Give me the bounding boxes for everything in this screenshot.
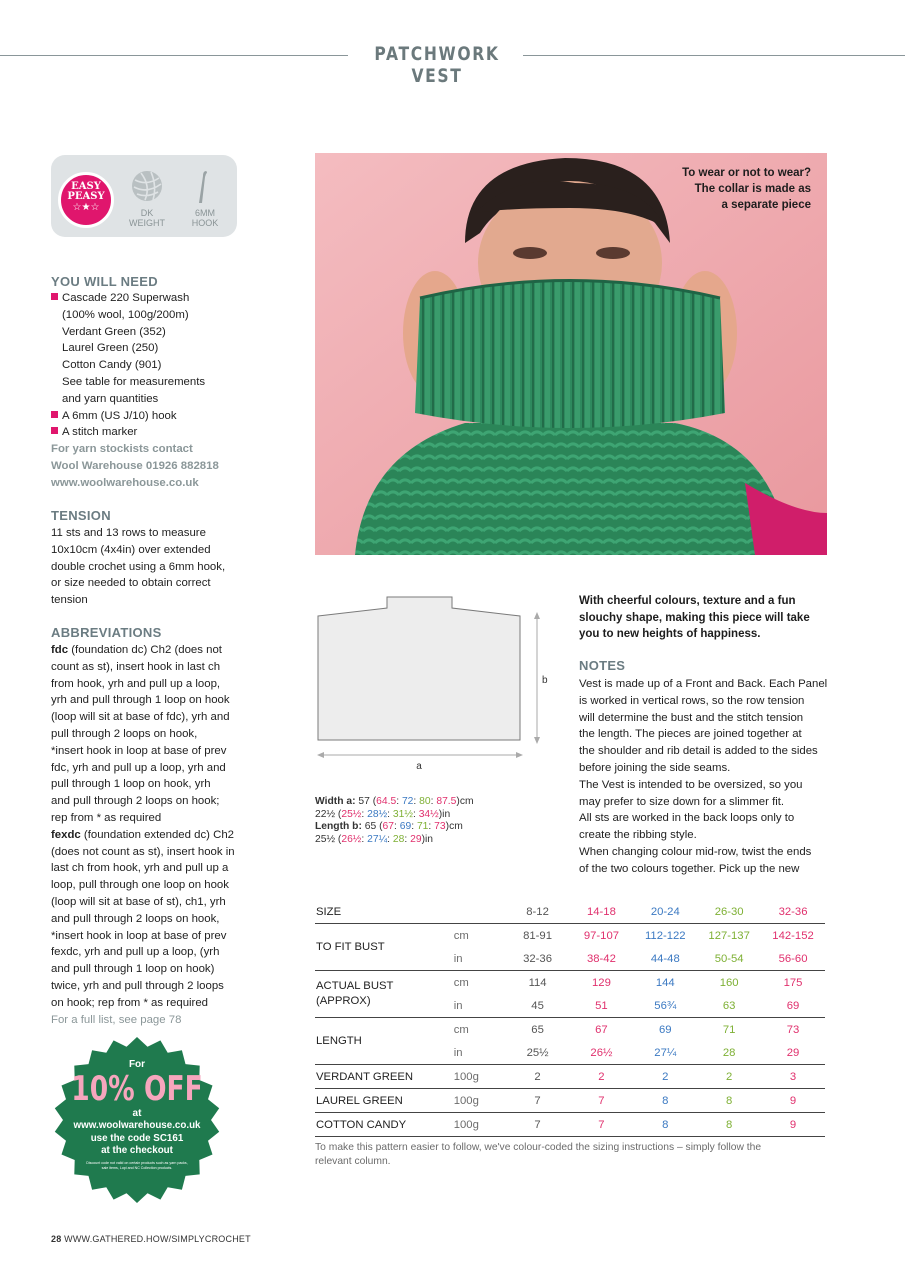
yarn-ball-icon (131, 170, 163, 202)
intro-text: With cheerful colours, texture and a fun slouchy shape, making this piece will take you to new heights of happiness. (579, 595, 810, 640)
tension-text: 11 sts and 13 rows to measure 10x10cm (4x4in) over extended double crochet using a 6mm hook, or size needed to obtain correct tension (51, 527, 226, 607)
offer-terms-1: Discount code not valid on certain products such as yarn packs, (86, 1160, 188, 1165)
page-folio (51, 1234, 251, 1244)
bullet-icon (51, 411, 58, 418)
offer-code: use the code SC161 (90, 1132, 184, 1144)
discount-offer (52, 1035, 222, 1205)
you-will-need-heading: YOU WILL NEED (51, 274, 158, 289)
hook-item: A 6mm (US J/10) hook (51, 408, 251, 425)
header-rule-right (523, 55, 905, 56)
page-title: PATCHWORK VEST (374, 43, 500, 87)
marker-item: A stitch marker (51, 424, 251, 441)
table-row: SIZE 8-12 14-18 20-24 26-30 32-36 (316, 905, 808, 918)
table-row: in 32-36 38-42 44-48 50-54 56-60 (453, 952, 808, 965)
length-label: Length b: (315, 821, 362, 832)
finished-measurements: Width a: 57 (64.5: 72: 80: 87.5)cm 22½ (25½: 28½: 31½: 34½)in Length b: 65 (67: 69: 71: 73)cm 25½ (26½: 27¼: 28: 29)in (315, 796, 474, 845)
garment-schematic (315, 592, 555, 774)
abbreviations-heading: ABBREVIATIONS (51, 625, 162, 640)
hook-size-line-2: HOOK (191, 218, 219, 228)
bullet-icon (51, 427, 58, 434)
notes-heading: NOTES (579, 658, 626, 673)
offer-for: For (128, 1059, 146, 1070)
yarn-item: Cascade 220 Superwash (51, 290, 251, 307)
header-rule-left (0, 55, 348, 56)
bullet-icon (51, 293, 58, 300)
offer-checkout: at the checkout (101, 1145, 173, 1156)
size-table (315, 900, 825, 1137)
skill-line-2: PEASY (67, 191, 105, 202)
table-row: in 25½ 26½ 27¼ 28 29 (453, 1046, 800, 1059)
table-row: ACTUAL BUST (APPROX) cm 114 129 144 160 175 (315, 971, 825, 995)
photo-caption: To wear or not to wear? The collar is made as a separate piece (682, 167, 811, 211)
offer-url[interactable]: www.woolwarehouse.co.uk (73, 1120, 201, 1131)
page-number: 28 (51, 1234, 62, 1244)
offer-percent: 10% OFF (71, 1069, 203, 1109)
abbreviations-text: fdc (foundation dc) Ch2 (does not count as st), insert hook in last ch from hook, yrh and pull up a loop, yrh and pull through 1 loop on hook (loop will sit at base of fdc), yrh and pull through 2 loops on hook, *insert hook in loop at base of prev fdc, yrh and pull up a loop, yrh and pull through 1 loop on hook, yrh and pull through 2 loops on hook; rep from * as required fexdc (foundation extended dc) Ch2 (does not count as st), insert hook in last ch from hook, yrh and pull up a loop, pull through one loop on hook (loop will sit at base of st), ch1, yrh and pull through 2 loops on hook, *insert hook in loop at base of prev fexdc, yrh and pull up a loop, (yrh and pull through 1 loop on hook) twice, yrh and pull through 2 loops on hook; rep from * as required For a full list, see page 78 (51, 642, 256, 1028)
footer-url[interactable]: WWW.GATHERED.HOW/SIMPLYCROCHET (64, 1234, 251, 1244)
full-list-link[interactable]: For a full list, see page 78 (51, 1013, 182, 1026)
tension-heading: TENSION (51, 508, 111, 523)
offer-terms-2: sale items, Lopi and NC Collection products. (101, 1165, 173, 1170)
table-row: LAUREL GREEN 100g 7 7 8 8 9 (315, 1089, 825, 1113)
offer-at: at (132, 1108, 142, 1119)
table-row: in 45 51 56¾ 63 69 (453, 999, 800, 1012)
table-footnote: To make this pattern easier to follow, we've colour-coded the sizing instructions – simply follow the relevant column. (315, 1142, 762, 1167)
yarn-weight-line-1: DK (140, 208, 154, 218)
yarn-weight-line-2: WEIGHT (129, 218, 165, 228)
fdc-term: fdc (51, 644, 69, 656)
dimension-a-label: a (416, 761, 422, 772)
stockist-url[interactable]: www.woolwarehouse.co.uk (51, 476, 199, 489)
notes-text: Vest is made up of a Front and Back. Each Panel is worked in vertical rows, so the row tension will determine the bust and the stitch tension the length. The pieces are joined together at the shoulder and rib detail is added to the sides before joining the side seams. The Vest is intended to be oversized, so you may prefer to size down for a slimmer fit. All sts are worked in the back loops only to create the ribbing style. When changing colour mid-row, twist the ends of the two colours together. Pick up the new (579, 678, 828, 875)
table-row: TO FIT BUST cm 81-91 97-107 112-122 127-137 142-152 (315, 924, 825, 948)
fexdc-term: fexdc (51, 828, 81, 841)
table-row: VERDANT GREEN 100g 2 2 2 2 3 (315, 1065, 825, 1089)
you-will-need-list: Cascade 220 Superwash (100% wool, 100g/200m) Verdant Green (352) Laurel Green (250) Cotton Candy (901) See table for measurements and yarn quantities A 6mm (US J/10) hook A stitch marker For yarn stockists contact Wool Warehouse 01926 882818 www.woolwarehouse.co.uk (51, 290, 251, 492)
hook-size-line-1: 6MM (195, 208, 215, 218)
dimension-b-label: b (542, 675, 548, 686)
stockist-line-2: Wool Warehouse 01926 882818 (51, 459, 219, 472)
model-illustration (315, 153, 827, 555)
skill-stars: ☆★☆ (72, 202, 100, 213)
model-photo (315, 153, 827, 555)
stockist-line-1: For yarn stockists contact (51, 443, 193, 456)
table-row: COTTON CANDY 100g 7 7 8 8 9 (315, 1113, 825, 1137)
table-row: LENGTH cm 65 67 69 71 73 (315, 1018, 825, 1042)
crochet-hook-icon (193, 168, 213, 204)
width-label: Width a: (315, 796, 356, 807)
skill-level-badge (58, 172, 114, 228)
skill-line-1: EASY (71, 181, 101, 192)
